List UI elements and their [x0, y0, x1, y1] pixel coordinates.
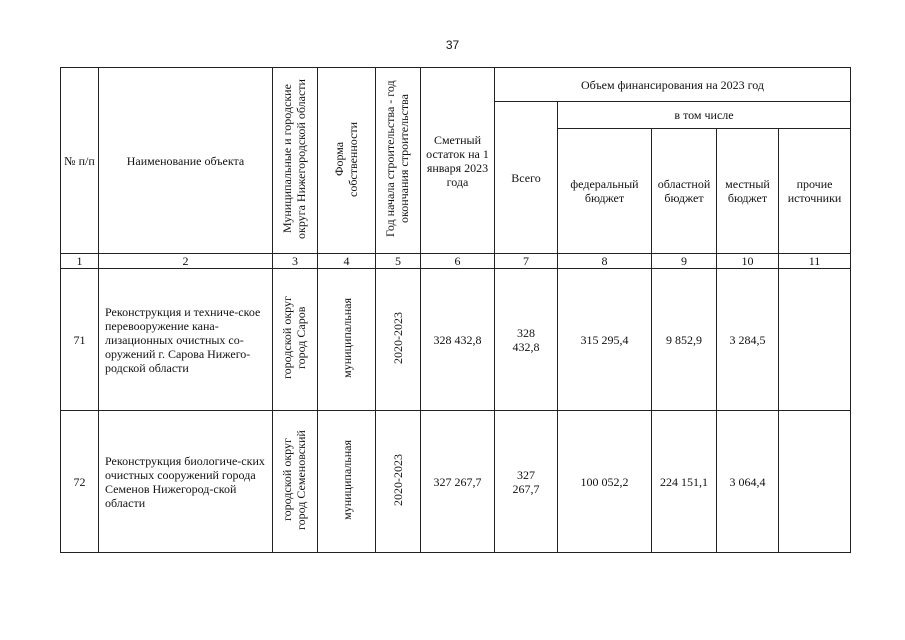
- col-num: 6: [421, 254, 495, 269]
- row-regional: 224 151,1: [652, 411, 717, 553]
- row-estimate: 328 432,8: [421, 269, 495, 411]
- header-local: местный бюджет: [717, 128, 779, 254]
- col-num: 7: [495, 254, 558, 269]
- header-num: № п/п: [61, 68, 99, 254]
- header-years: Год начала строительства - год окончания строительства: [376, 68, 421, 254]
- col-num: 10: [717, 254, 779, 269]
- col-num: 3: [273, 254, 318, 269]
- table-row: [61, 411, 851, 553]
- row-name: Реконструкция и техниче-ское перевооружение кана-лизационных очистных со-оружений г. Сарова Нижего-родской области: [99, 269, 273, 411]
- col-num: 1: [61, 254, 99, 269]
- row-total: 327 267,7: [495, 411, 558, 553]
- header-regional: областной бюджет: [652, 128, 717, 254]
- col-num: 2: [99, 254, 273, 269]
- col-num: 11: [779, 254, 851, 269]
- row-name: Реконструкция биологиче-ских очистных сооружений города Семенов Нижегород-ской области: [99, 411, 273, 553]
- col-num: 9: [652, 254, 717, 269]
- table-row: [61, 269, 851, 411]
- header-including: в том числе: [558, 102, 851, 128]
- row-ownership: муниципальная: [318, 269, 376, 411]
- col-num: 4: [318, 254, 376, 269]
- row-local: 3 284,5: [717, 269, 779, 411]
- row-municipality: городской округ город Семеновский: [273, 411, 318, 553]
- col-num: 5: [376, 254, 421, 269]
- row-local: 3 064,4: [717, 411, 779, 553]
- row-federal: 100 052,2: [558, 411, 652, 553]
- header-federal: федеральный бюджет: [558, 128, 652, 254]
- row-municipality: городской округ город Саров: [273, 269, 318, 411]
- col-num: 8: [558, 254, 652, 269]
- row-estimate: 327 267,7: [421, 411, 495, 553]
- column-numbers-row: [61, 254, 851, 269]
- header-ownership: Форма собственности: [318, 68, 376, 254]
- row-federal: 315 295,4: [558, 269, 652, 411]
- funding-table: [60, 67, 851, 553]
- row-years: 2020-2023: [376, 411, 421, 553]
- row-num: 71: [61, 269, 99, 411]
- header-municipality: Муниципальные и городские округа Нижегородской области: [273, 68, 318, 254]
- row-other: [779, 411, 851, 553]
- page-number: 37: [445, 38, 460, 52]
- header-total: Всего: [495, 102, 558, 254]
- header-name: Наименование объекта: [99, 68, 273, 254]
- row-years: 2020-2023: [376, 269, 421, 411]
- header-estimate: Сметный остаток на 1 января 2023 года: [421, 68, 495, 254]
- header-other: прочие источники: [779, 128, 851, 254]
- row-total: 328 432,8: [495, 269, 558, 411]
- row-regional: 9 852,9: [652, 269, 717, 411]
- row-ownership: муниципальная: [318, 411, 376, 553]
- row-other: [779, 269, 851, 411]
- row-num: 72: [61, 411, 99, 553]
- header-funding: Объем финансирования на 2023 год: [495, 68, 851, 102]
